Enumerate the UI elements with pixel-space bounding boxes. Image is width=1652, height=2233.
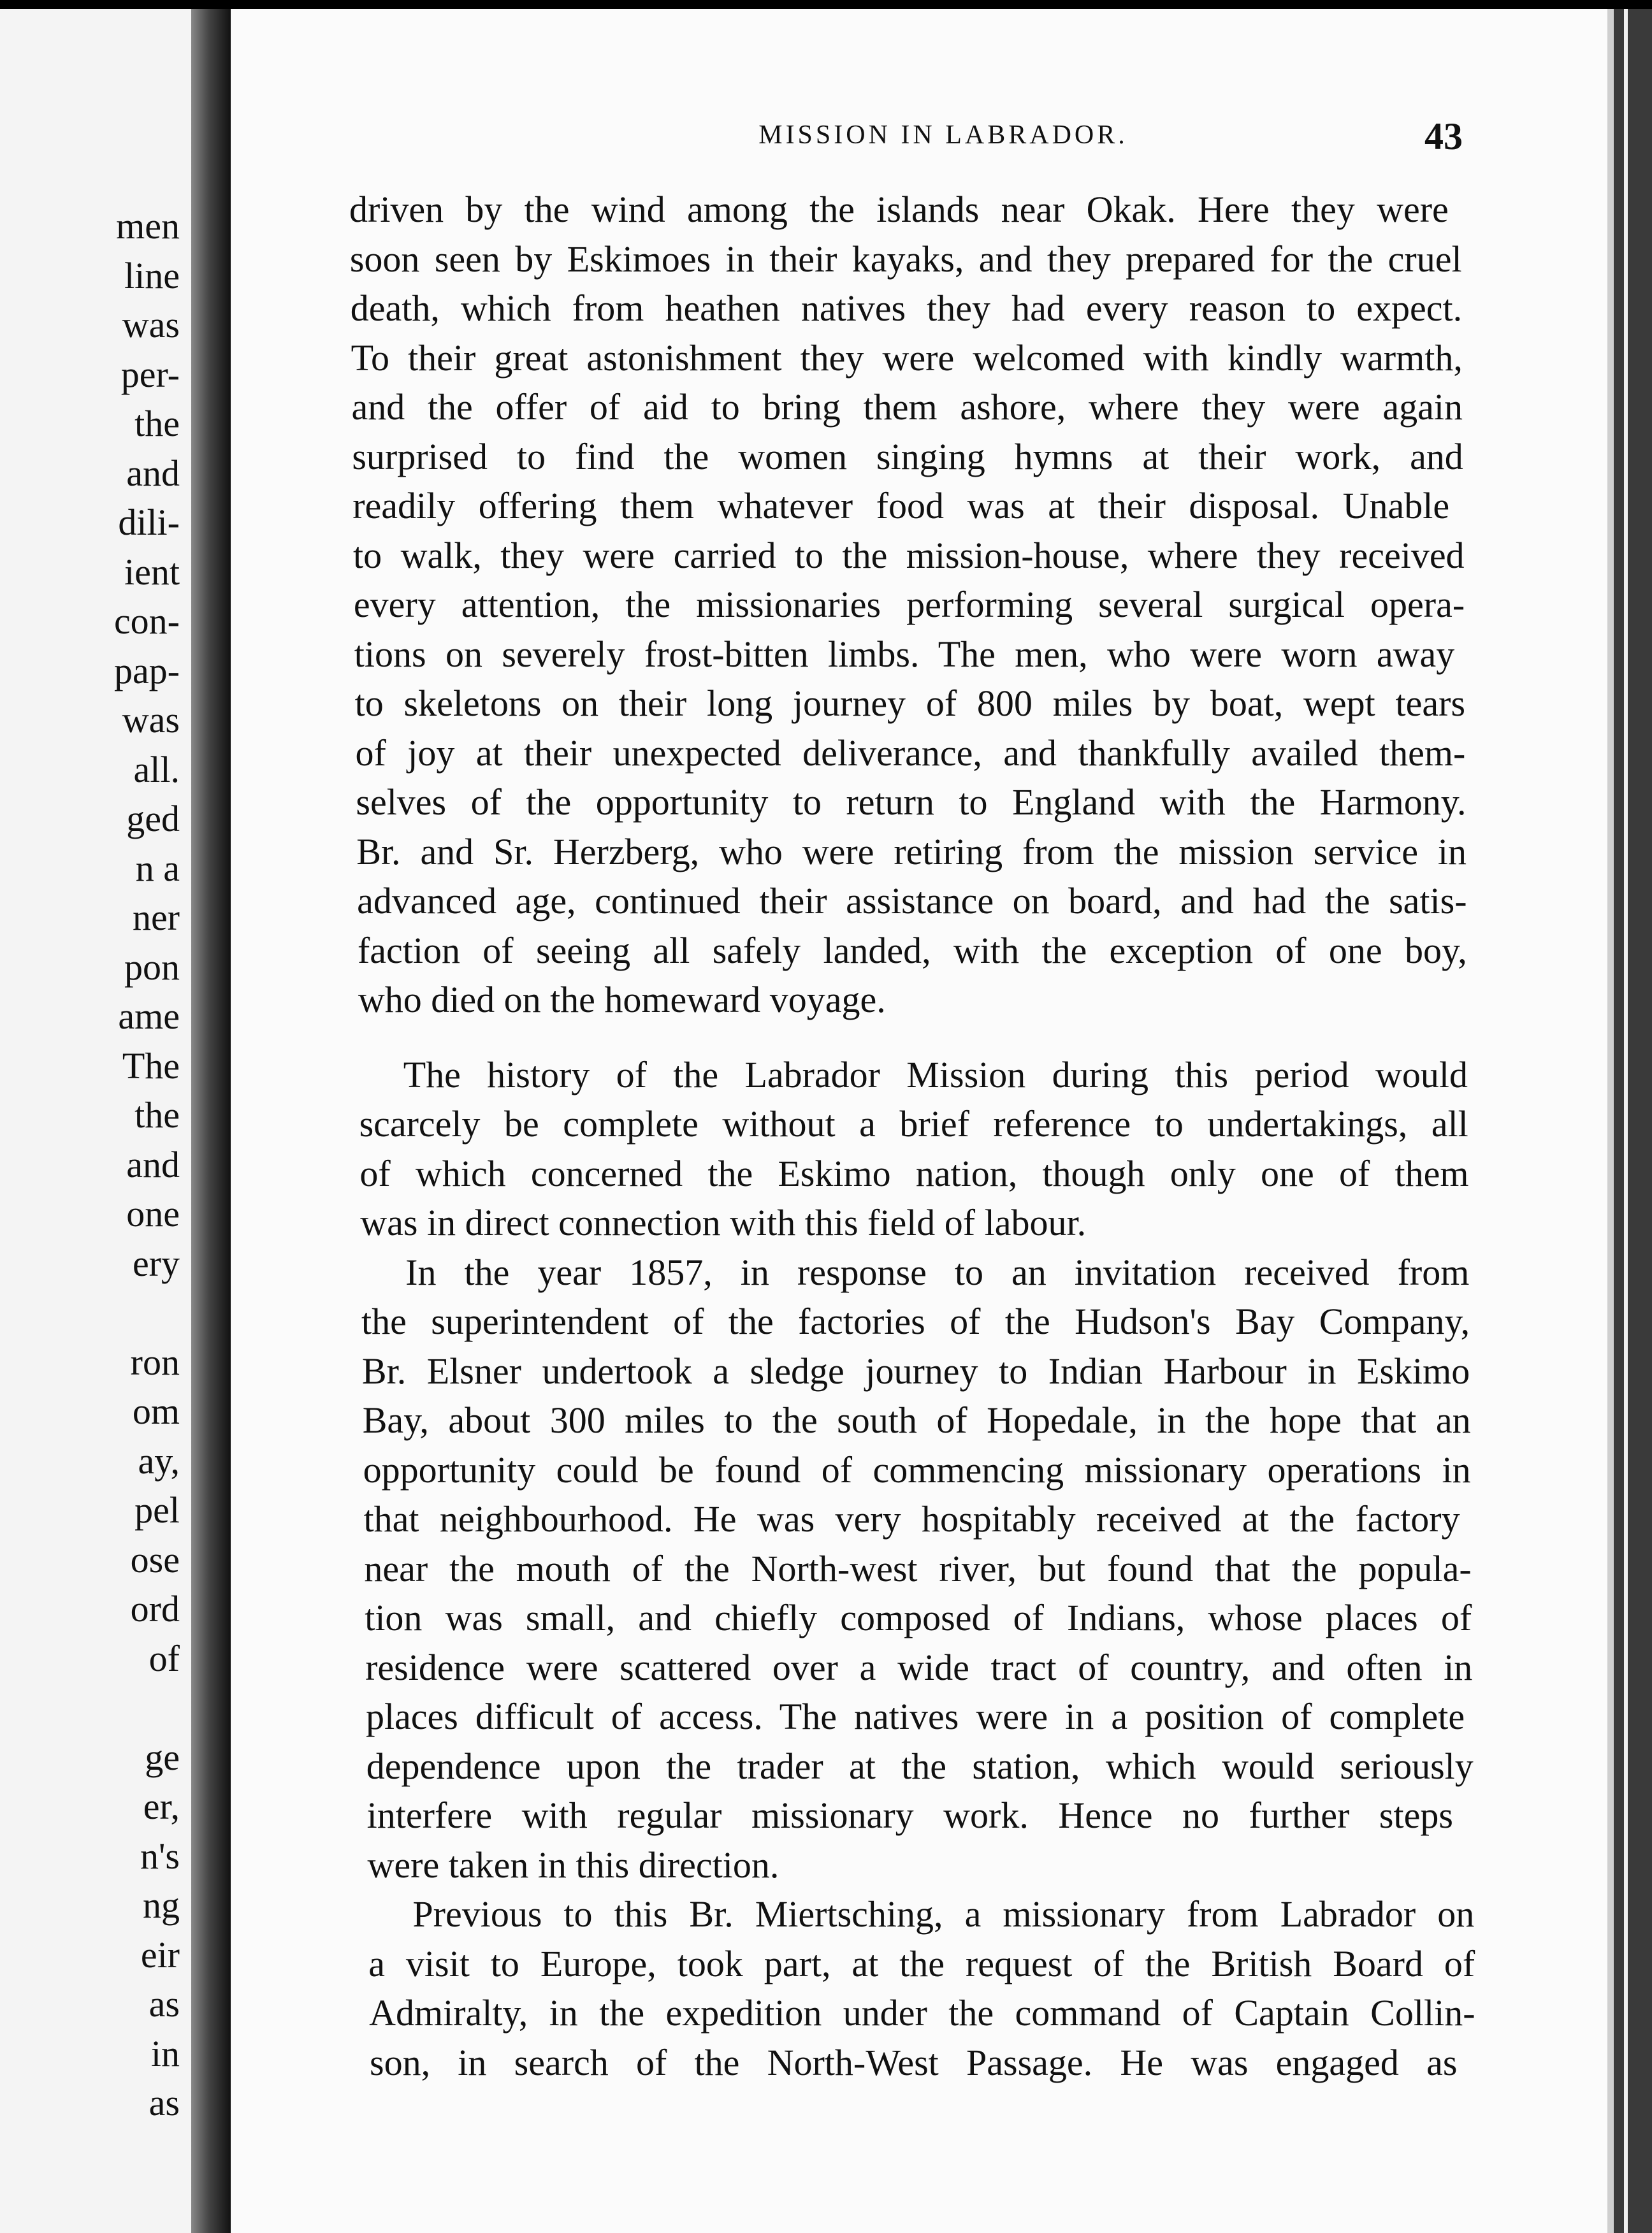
left-page-fragment: men — [116, 205, 180, 247]
text-line: who died on the homeward voyage. — [358, 979, 886, 1020]
text-line: to walk, they were carried to the mission-house, where they received — [353, 534, 1465, 576]
text-line: the superintendent of the factories of the Hudson's Bay Company, — [361, 1301, 1470, 1342]
left-page-fragment: om — [132, 1391, 180, 1432]
text-line: near the mouth of the North-west river, but found that the popula- — [364, 1547, 1472, 1589]
text-line: Admiralty, in the expedition under the command of Captain Collin- — [369, 1992, 1475, 2034]
left-page-fragment — [114, 1288, 180, 1338]
left-page-fragment: ame — [118, 995, 180, 1037]
left-page-fragment: one — [126, 1193, 180, 1234]
left-page-fragment: ient — [124, 551, 180, 593]
left-page-margin — [0, 9, 191, 2233]
left-page-fragment: of — [149, 1637, 180, 1679]
left-page-fragment: ery — [132, 1242, 180, 1284]
left-page-fragment: was — [122, 304, 180, 345]
left-page-fragment: line — [124, 254, 180, 296]
left-page-fragment: as — [149, 2082, 180, 2123]
text-line: dependence upon the trader at the station, which would seriously — [366, 1745, 1474, 1787]
text-line: In the year 1857, in response to an invitation received from — [405, 1251, 1470, 1293]
left-page-fragment: pap- — [113, 649, 180, 691]
text-line: that neighbourhood. He was very hospitably received at the factory — [363, 1498, 1460, 1540]
text-line: residence were scattered over a wide tract of country, and often in — [365, 1646, 1473, 1688]
text-line: interfere with regular missionary work. Hence no further steps — [366, 1795, 1453, 1836]
left-page-fragment: ose — [130, 1538, 180, 1580]
left-page-fragment: er, — [143, 1786, 180, 1827]
text-line: readily offering them whatever food was at their disposal. Unable — [352, 485, 1450, 526]
text-line: was in direct connection with this field of labour. — [360, 1202, 1087, 1243]
left-page-fragment: n's — [140, 1835, 180, 1877]
left-page-fragment: in — [150, 2032, 180, 2074]
scan-right-border — [1614, 9, 1652, 2233]
left-page-fragment: ron — [130, 1341, 180, 1383]
left-page-fragment: ng — [143, 1884, 180, 1926]
text-line: a visit to Europe, took part, at the request of the British Board of — [368, 1942, 1475, 1984]
left-page-fragment: was — [122, 699, 180, 741]
text-line: faction of seeing all safely landed, with the exception of one boy, — [357, 929, 1467, 971]
text-line: advanced age, continued their assistance on board, and had the satis- — [357, 880, 1467, 921]
text-line: every attention, the missionaries performing several surgical opera- — [353, 584, 1465, 625]
left-page-fragment: dili- — [118, 502, 180, 543]
left-page-fragment: pel — [134, 1489, 180, 1531]
text-line: of joy at their unexpected deliverance, and thankfully availed them- — [355, 732, 1466, 774]
text-line: to skeletons on their long journey of 800 miles by boat, wept tears — [354, 683, 1466, 724]
left-page-fragment — [114, 1683, 180, 1733]
left-page-fragment: ord — [130, 1588, 180, 1630]
text-line: To their great astonishment they were welcomed with kindly warmth, — [351, 336, 1463, 379]
page-edge-line — [1624, 9, 1628, 2233]
text-line: death, which from heathen natives they had every reason to expect. — [350, 287, 1463, 329]
text-line: Br. and Sr. Herzberg, who were retiring from the mission service in — [356, 830, 1467, 872]
left-page-fragment: ner — [132, 897, 180, 938]
text-line: places difficult of access. The natives were in a position of complete — [365, 1696, 1465, 1737]
left-page-fragment: con- — [113, 600, 180, 642]
left-page-fragment: all. — [133, 748, 180, 790]
running-head: MISSION IN LABRADOR. — [758, 120, 1128, 150]
text-line: Bay, about 300 miles to the south of Hopedale, in the hope that an — [362, 1399, 1471, 1441]
text-line: scarcely be complete without a brief reference to undertakings, all — [359, 1103, 1468, 1145]
text-line: were taken in this direction. — [367, 1844, 779, 1886]
left-page-fragment: and — [126, 452, 180, 494]
left-page-text-fragments — [114, 201, 180, 2128]
left-page-fragment: ge — [145, 1736, 180, 1778]
text-line: surprised to find the women singing hymns at their work, and — [352, 435, 1463, 477]
left-page-fragment: n a — [135, 847, 180, 889]
text-line: tion was small, and chiefly composed of Indians, whose places of — [365, 1597, 1472, 1638]
left-page-fragment: as — [149, 1983, 180, 2025]
page-number: 43 — [1424, 115, 1463, 157]
left-page-fragment: per- — [120, 353, 180, 395]
text-line: and the offer of aid to bring them ashore, where they were again — [351, 386, 1463, 428]
left-page-fragment: ged — [126, 798, 180, 839]
scan-top-border — [0, 0, 1652, 9]
text-line: selves of the opportunity to return to England with the Harmony. — [356, 781, 1467, 823]
text-line: driven by the wind among the islands near Okak. Here they were — [349, 189, 1449, 230]
text-line: The history of the Labrador Mission during this period would — [403, 1053, 1468, 1095]
text-line: of which concerned the Eskimo nation, though only one of them — [359, 1152, 1469, 1194]
text-line: Br. Elsner undertook a sledge journey to Indian Harbour in Eskimo — [361, 1350, 1470, 1392]
left-page-fragment: pon — [124, 946, 180, 988]
book-gutter — [191, 9, 231, 2233]
left-page-fragment: The — [122, 1044, 180, 1087]
text-line: soon seen by Eskimoes in their kayaks, and they prepared for the cruel — [349, 238, 1462, 280]
text-line: tions on severely frost-bitten limbs. The men, who were worn away — [354, 633, 1455, 675]
left-page-fragment: ay, — [138, 1440, 180, 1482]
left-page-fragment: the — [134, 1094, 180, 1136]
text-line: son, in search of the North-West Passage. He was engaged as — [370, 2041, 1458, 2083]
left-page-fragment: and — [126, 1143, 180, 1185]
left-page-fragment: eir — [140, 1933, 180, 1976]
text-line: Previous to this Br. Miertsching, a missionary from Labrador on — [412, 1893, 1475, 1935]
text-line: opportunity could be found of commencing missionary operations in — [363, 1449, 1471, 1491]
left-page-fragment: the — [134, 403, 180, 444]
